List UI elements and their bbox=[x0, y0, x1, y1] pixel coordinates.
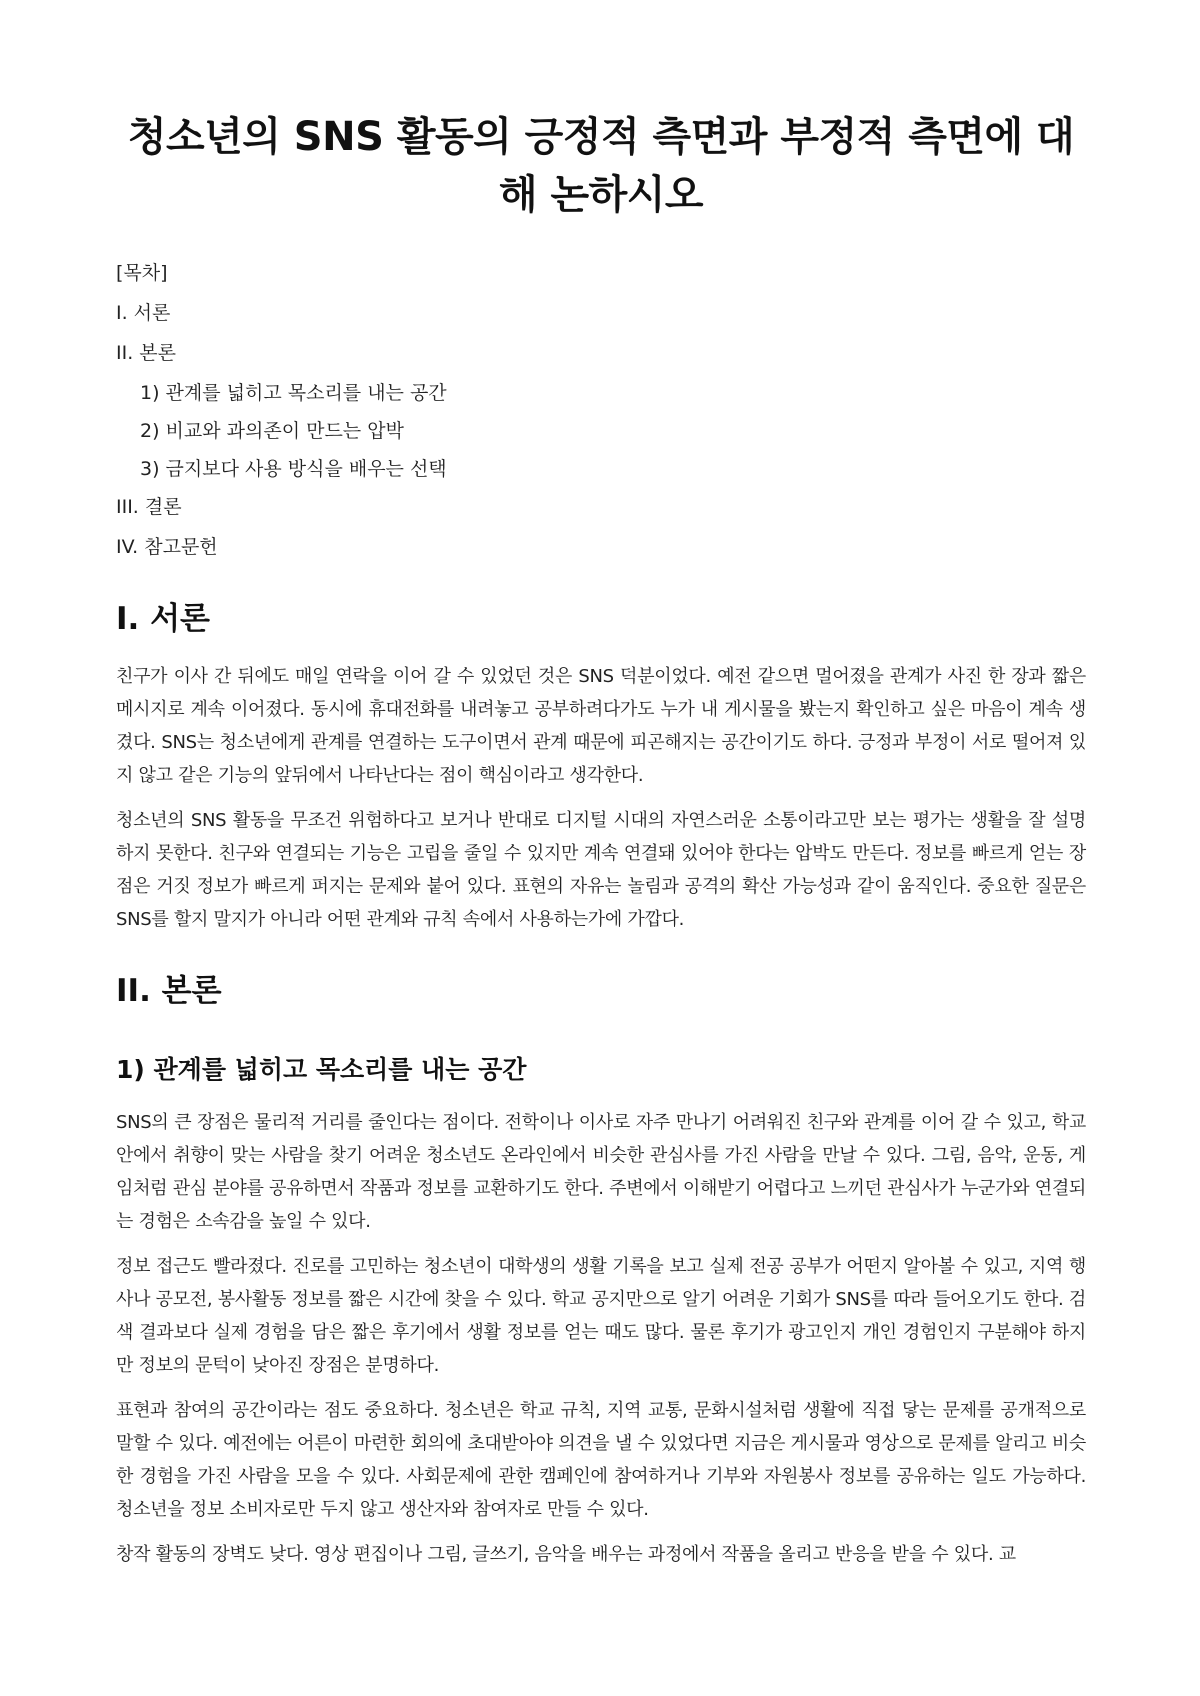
paragraph: 청소년의 SNS 활동을 무조건 위험하다고 보거나 반대로 디지털 시대의 자연스러운 소통이라고만 보는 평가는 생활을 잘 설명하지 못한다. 친구와 연결되는 기능은 고립을 줄일 수 있지만 계속 연결돼 있어야 한다는 압박도 만든다. 정보를 빠르게 얻는 장점은 거짓 정보가 빠르게 퍼지는 문제와 붙어 있다. 표현의 자유는 놀림과 공격의 확산 가능성과 같이 움직인다. 중요한 질문은 SNS를 할지 말지가 아니라 어떤 관계와 규칙 속에서 사용하는가에 가깝다. bbox=[116, 810, 1086, 930]
paragraph: 친구가 이사 간 뒤에도 매일 연락을 이어 갈 수 있었던 것은 SNS 덕분이었다. 예전 같으면 멀어졌을 관계가 사진 한 장과 짧은 메시지로 계속 이어졌다. 동시에 휴대전화를 내려놓고 공부하려다가도 누가 내 게시물을 봤는지 확인하고 싶은 마음이 계속 생겼다. SNS는 청소년에게 관계를 연결하는 도구이면서 관계 때문에 피곤해지는 공간이기도 하다. 긍정과 부정이 서로 떨어져 있지 않고 같은 기능의 앞뒤에서 나타난다는 점이 핵심이라고 생각한다. bbox=[116, 666, 1086, 786]
spacer bbox=[116, 948, 1086, 970]
toc-item-intro: I. 서론 bbox=[116, 302, 171, 324]
section-intro bbox=[116, 598, 1086, 936]
paragraph: SNS의 큰 장점은 물리적 거리를 줄인다는 점이다. 전학이나 이사로 자주 만나기 어려워진 친구와 관계를 이어 갈 수 있고, 학교 안에서 취향이 맞는 사람을 찾기 어려운 청소년도 온라인에서 비슷한 관심사를 가진 사람을 만날 수 있다. 그림, 음악, 운동, 게임처럼 관심 분야를 공유하면서 작품과 정보를 교환하기도 한다. 주변에서 이해받기 어렵다고 느끼던 관심사가 누군가와 연결되는 경험은 소속감을 높일 수 있다. bbox=[116, 1112, 1086, 1232]
toc-item-body-2: 2) 비교와 과의존이 만드는 압박 bbox=[140, 420, 404, 442]
toc-item-body: II. 본론 bbox=[116, 342, 176, 364]
paragraph: 창작 활동의 장벽도 낮다. 영상 편집이나 그림, 글쓰기, 음악을 배우는 과정에서 작품을 올리고 반응을 받을 수 있다. 교 bbox=[116, 1544, 1016, 1565]
section-body bbox=[116, 970, 1086, 1571]
paragraph: 정보 접근도 빨라졌다. 진로를 고민하는 청소년이 대학생의 생활 기록을 보고 실제 전공 공부가 어떤지 알아볼 수 있고, 지역 행사나 공모전, 봉사활동 정보를 짧은 시간에 찾을 수 있다. 학교 공지만으로 알기 어려운 기회가 SNS를 따라 들어오기도 한다. 검색 결과보다 실제 경험을 담은 짧은 후기에서 생활 정보를 얻는 때도 많다. 물론 후기가 광고인지 개인 경험인지 구분해야 하지만 정보의 문턱이 낮아진 장점은 분명하다. bbox=[116, 1256, 1086, 1376]
toc-item-references: IV. 참고문헌 bbox=[116, 536, 218, 558]
spacer bbox=[116, 1032, 1086, 1052]
toc-item-body-3: 3) 금지보다 사용 방식을 배우는 선택 bbox=[140, 458, 447, 480]
toc-item-conclusion: III. 결론 bbox=[116, 496, 182, 518]
subsection-heading-1: 1) 관계를 넓히고 목소리를 내는 공간 bbox=[116, 1055, 527, 1084]
section-heading-intro: I. 서론 bbox=[116, 601, 210, 637]
toc-heading: [목차] bbox=[116, 262, 168, 284]
section-heading-body: II. 본론 bbox=[116, 973, 222, 1009]
table-of-contents bbox=[116, 262, 1086, 558]
toc-item-body-1: 1) 관계를 넓히고 목소리를 내는 공간 bbox=[140, 382, 447, 404]
document-title: 청소년의 SNS 활동의 긍정적 측면과 부정적 측면에 대해 논하시오 bbox=[127, 114, 1075, 218]
paragraph: 표현과 참여의 공간이라는 점도 중요하다. 청소년은 학교 규칙, 지역 교통, 문화시설처럼 생활에 직접 닿는 문제를 공개적으로 말할 수 있다. 예전에는 어른이 마련한 회의에 초대받아야 의견을 낼 수 있었다면 지금은 게시물과 영상으로 문제를 알리고 비슷한 경험을 가진 사람을 모을 수 있다. 사회문제에 관한 캠페인에 참여하거나 기부와 자원봉사 정보를 공유하는 일도 가능하다. 청소년을 정보 소비자로만 두지 않고 생산자와 참여자로 만들 수 있다. bbox=[116, 1400, 1086, 1520]
